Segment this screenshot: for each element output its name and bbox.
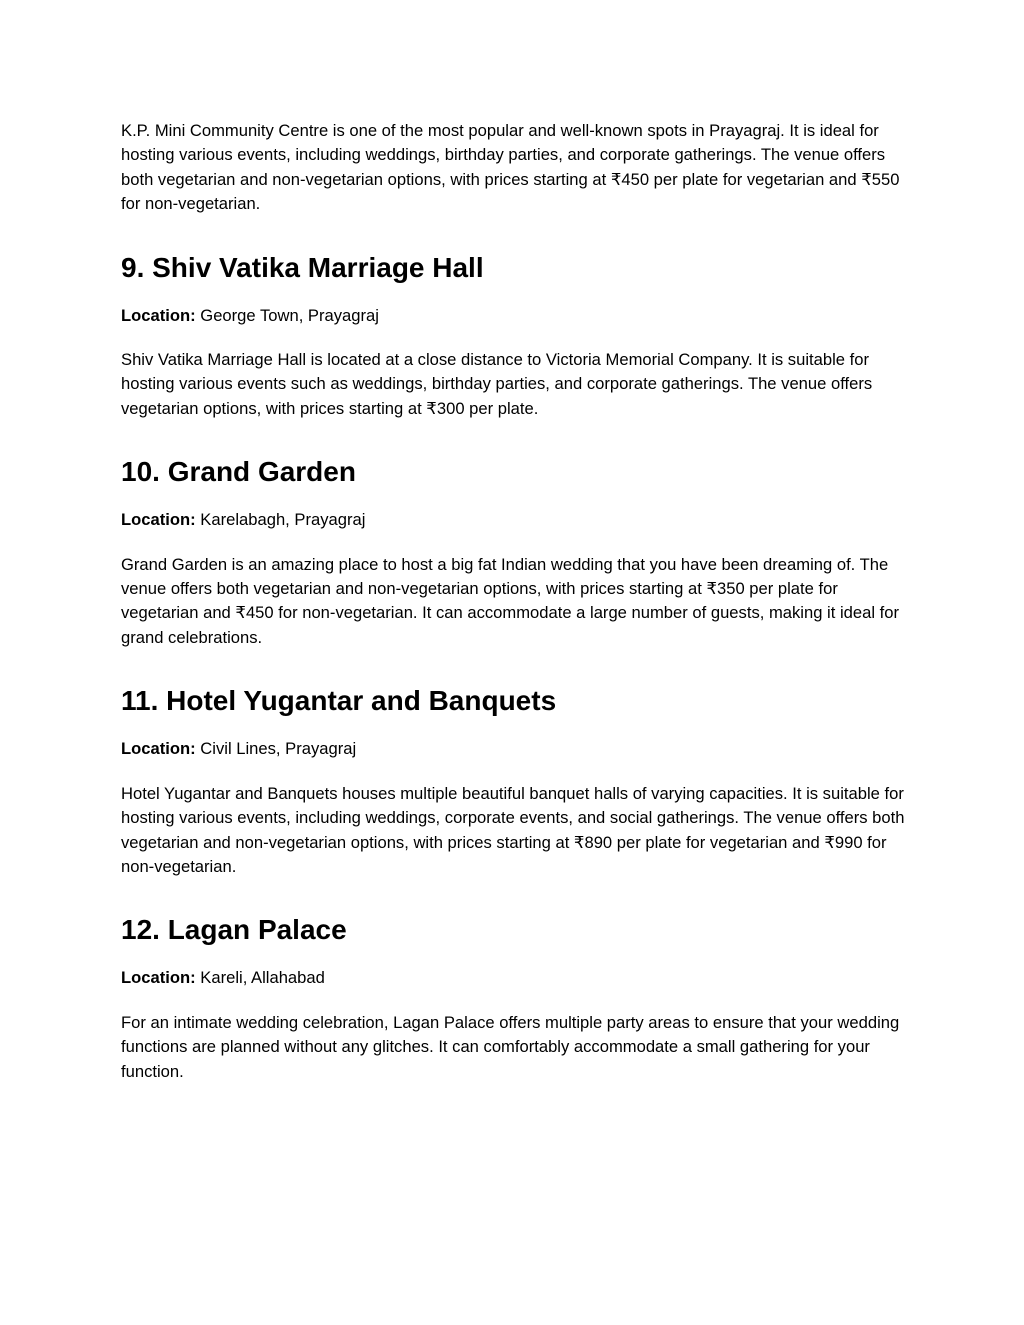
intro-paragraph: K.P. Mini Community Centre is one of the most popular and well-known spots in Prayagraj. It is ideal for hosting various events, including weddings, birthday parties, and corporate gatherings. The venue offers both vegetarian and non-vegetarian options, with prices starting at ₹450 per plate for vegetarian and ₹550 for non-vegetarian. bbox=[121, 121, 900, 214]
venue-location bbox=[121, 304, 911, 328]
venue-heading: 12. Lagan Palace bbox=[121, 914, 347, 946]
location-value: Karelabagh, Prayagraj bbox=[200, 510, 366, 530]
location-label: Location: bbox=[121, 739, 196, 759]
venue-section-lagan-palace bbox=[121, 913, 911, 1084]
location-label: Location: bbox=[121, 968, 196, 988]
location-value: Kareli, Allahabad bbox=[200, 968, 325, 988]
venue-location bbox=[121, 737, 911, 761]
venue-heading: 10. Grand Garden bbox=[121, 456, 356, 488]
venue-description: For an intimate wedding celebration, Lagan Palace offers multiple party areas to ensure that your wedding functions are planned without any glitches. It can comfortably accommodate a small gathering for your function. bbox=[121, 1012, 900, 1081]
venue-location bbox=[121, 966, 911, 990]
venue-section-shiv-vatika bbox=[121, 251, 911, 422]
venue-section-hotel-yugantar bbox=[121, 684, 911, 879]
venue-description: Shiv Vatika Marriage Hall is located at a close distance to Victoria Memorial Company. It is suitable for hosting various events such as weddings, birthday parties, and corporate gatherings. The venue offers vegetarian options, with prices starting at ₹300 per plate. bbox=[121, 350, 873, 418]
venue-section-grand-garden bbox=[121, 455, 911, 650]
location-label: Location: bbox=[121, 510, 196, 530]
venue-location bbox=[121, 508, 911, 532]
document-page bbox=[121, 119, 911, 1084]
location-label: Location: bbox=[121, 305, 196, 325]
location-value: Civil Lines, Prayagraj bbox=[200, 739, 357, 759]
venue-heading: 9. Shiv Vatika Marriage Hall bbox=[121, 251, 484, 283]
venue-description: Grand Garden is an amazing place to host a big fat Indian wedding that you have been dreaming of. The venue offers both vegetarian and non-vegetarian options, with prices starting at ₹350 per plate for vegetarian and ₹450 for non-vegetarian. It can accommodate a large number of guests, making it ideal for grand celebrations. bbox=[121, 554, 900, 647]
venue-description: Hotel Yugantar and Banquets houses multiple beautiful banquet halls of varying capacities. It is suitable for hosting various events, including weddings, corporate events, and social gatherings. The venue offers both vegetarian and non-vegetarian options, with prices starting at ₹890 per plate for vegetarian and ₹990 for non-vegetarian. bbox=[121, 783, 905, 876]
venue-heading: 11. Hotel Yugantar and Banquets bbox=[121, 685, 557, 717]
location-value: George Town, Prayagraj bbox=[200, 305, 379, 325]
